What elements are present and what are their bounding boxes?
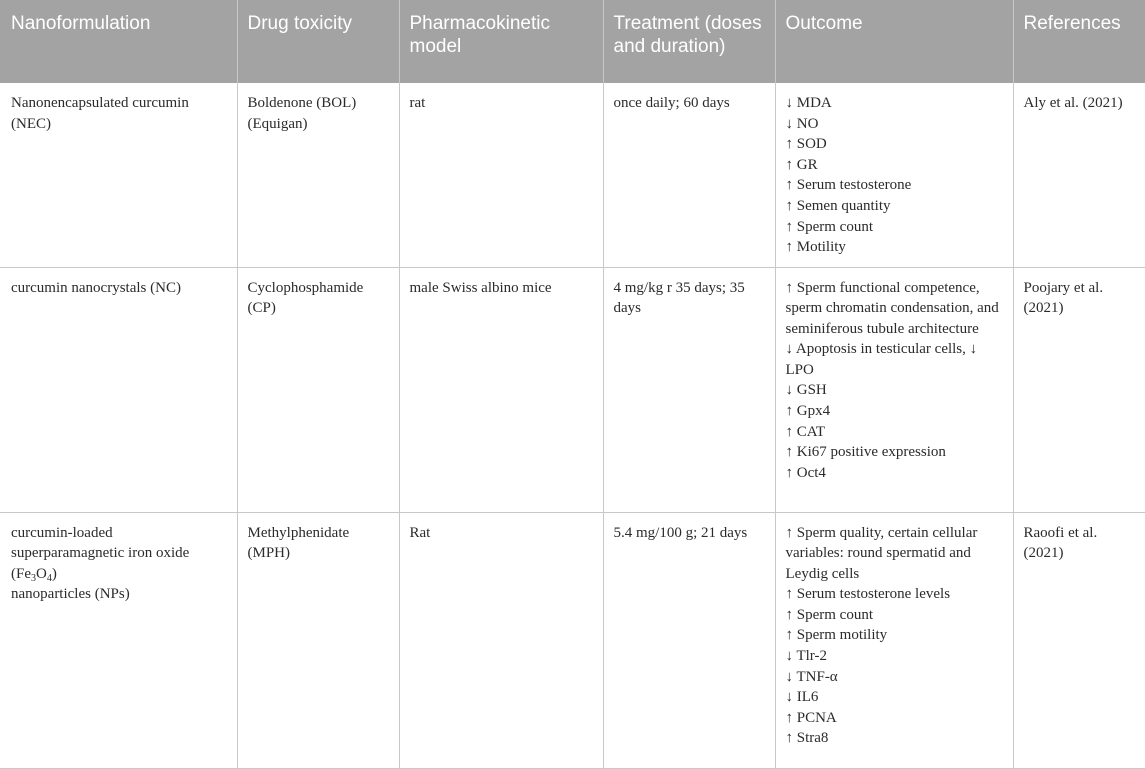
cell-drug-toxicity: Cyclophosphamide (CP)	[237, 267, 399, 512]
outcome-item: ↓ MDA	[785, 95, 832, 111]
outcome-item: ↑ GR	[785, 156, 818, 173]
cell-nanoformulation	[0, 512, 237, 768]
header-row	[0, 0, 1145, 83]
outcome-item: ↑ Sperm count	[785, 218, 873, 235]
formula-part: (Fe	[11, 565, 31, 582]
outcome-item: ↑ Oct4	[785, 464, 826, 481]
outcome-item: ↓ NO	[785, 115, 819, 132]
outcome-item: ↑ PCNA	[785, 709, 837, 726]
header-nanoformulation: Nanoformulation	[0, 0, 237, 83]
outcome-item: ↓ Apoptosis in testicular cells, ↓ LPO	[785, 341, 978, 378]
table-row	[0, 267, 1145, 512]
formula-subscript: 3	[31, 572, 36, 584]
nanoformulation-line: curcumin-loaded superparamagnetic iron oxide	[11, 524, 190, 562]
cell-references: Aly et al. (2021)	[1013, 83, 1145, 267]
cell-nanoformulation: curcumin nanocrystals (NC)	[0, 267, 237, 512]
outcome-item: ↑ SOD	[785, 136, 827, 153]
cell-drug-toxicity: Boldenone (BOL) (Equigan)	[237, 83, 399, 267]
cell-references: Raoofi et al. (2021)	[1013, 512, 1145, 768]
outcome-item: ↑ CAT	[785, 423, 826, 440]
cell-pharmacokinetic-model: male Swiss albino mice	[399, 267, 603, 512]
cell-outcome	[775, 512, 1013, 768]
cell-nanoformulation: Nanonencapsulated curcumin (NEC)	[0, 83, 237, 267]
table-row	[0, 512, 1145, 768]
outcome-item: ↑ Sperm count	[785, 606, 873, 623]
outcome-item: ↑ Ki67 positive expression	[785, 444, 946, 461]
cell-outcome	[775, 267, 1013, 512]
header-drug-toxicity: Drug toxicity	[237, 0, 399, 83]
cell-references: Poojary et al. (2021)	[1013, 267, 1145, 512]
cell-treatment: 5.4 mg/100 g; 21 days	[603, 512, 775, 768]
outcome-item: ↑ Serum testosterone levels	[785, 586, 951, 603]
outcome-item: ↑ Sperm quality, certain cellular variables: round spermatid and Leydig cells	[785, 524, 978, 582]
header-pharmacokinetic-model: Pharmacokinetic model	[399, 0, 603, 83]
formula-part: O	[36, 565, 47, 582]
table-row	[0, 83, 1145, 267]
outcome-item: ↑ Semen quantity	[785, 197, 891, 214]
cell-outcome	[775, 83, 1013, 267]
outcome-item: ↑ Stra8	[785, 730, 829, 747]
outcome-item: ↓ TNF-α	[785, 668, 838, 685]
outcome-item: ↓ GSH	[785, 382, 827, 399]
cell-treatment: once daily; 60 days	[603, 83, 775, 267]
outcome-item: ↑ Motility	[785, 239, 846, 256]
chemical-formula	[11, 564, 227, 585]
cell-drug-toxicity: Methylphenidate (MPH)	[237, 512, 399, 768]
cell-pharmacokinetic-model: Rat	[399, 512, 603, 768]
formula-subscript: 4	[46, 572, 52, 584]
formula-part: )	[51, 565, 57, 582]
outcome-item: ↑ Sperm functional competence, sperm chromatin condensation, and seminiferous tubule architecture	[785, 279, 999, 337]
cell-pharmacokinetic-model: rat	[399, 83, 603, 267]
header-treatment: Treatment (doses and duration)	[603, 0, 775, 83]
outcome-item: ↓ IL6	[785, 689, 819, 706]
outcome-item: ↑ Serum testosterone	[785, 177, 912, 194]
cell-treatment: 4 mg/kg r 35 days; 35 days	[603, 267, 775, 512]
outcome-item: ↑ Sperm motility	[785, 627, 888, 644]
header-outcome: Outcome	[775, 0, 1013, 83]
outcome-item: ↑ Gpx4	[785, 403, 831, 420]
nanoformulation-line: nanoparticles (NPs)	[11, 586, 130, 603]
outcome-item: ↓ Tlr-2	[785, 648, 827, 665]
header-references: References	[1013, 0, 1145, 83]
